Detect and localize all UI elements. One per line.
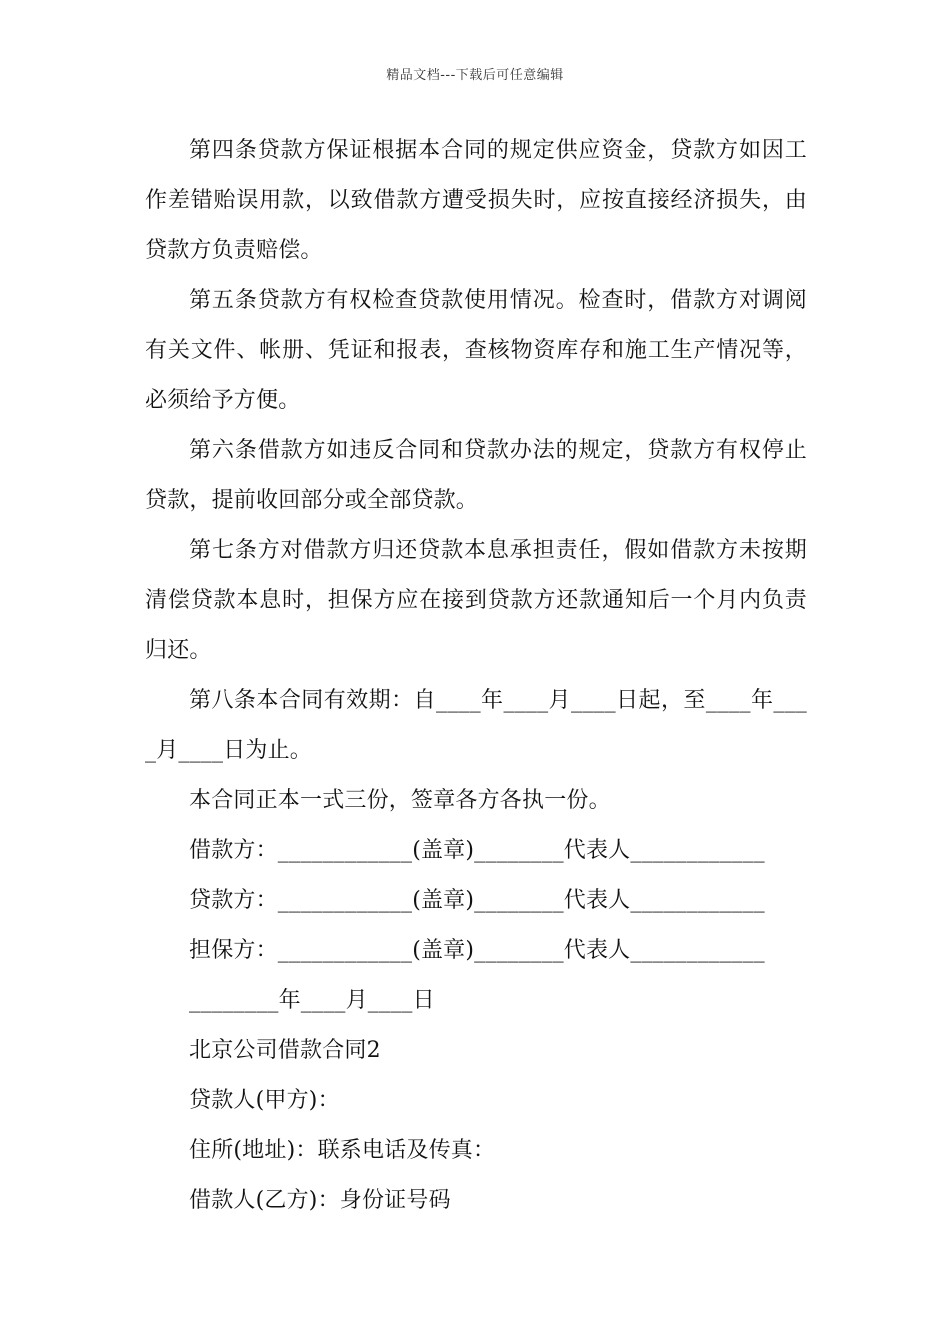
signature-guarantor: 担保方：____________(盖章)________代表人____________ xyxy=(189,938,765,963)
borrower-party-b: 借款人(乙方)：身份证号码 xyxy=(189,1188,451,1213)
clause-8: 第八条本合同有效期：自____年____月____日起，至____年____月____日为止。 xyxy=(145,688,807,763)
contract-2-title: 北京公司借款合同2 xyxy=(189,1038,381,1063)
address-contact: 住所(地址)：联系电话及传真： xyxy=(189,1138,496,1163)
document-body xyxy=(145,126,807,1226)
clause-6: 第六条借款方如违反合同和贷款办法的规定，贷款方有权停止贷款，提前收回部分或全部贷款。 xyxy=(145,438,807,513)
signature-lender: 贷款方：____________(盖章)________代表人____________ xyxy=(189,888,765,913)
page-header: 精品文档---下载后可任意编辑 xyxy=(386,68,564,83)
copies-note: 本合同正本一式三份，签章各方各执一份。 xyxy=(189,788,611,813)
lender-party-a: 贷款人(甲方)： xyxy=(189,1088,340,1113)
date-line: ________年____月____日 xyxy=(189,988,435,1013)
clause-4: 第四条贷款方保证根据本合同的规定供应资金，贷款方如因工作差错贻误用款，以致借款方遭受损失时，应按直接经济损失，由贷款方负责赔偿。 xyxy=(145,138,807,263)
clause-7: 第七条方对借款方归还贷款本息承担责任，假如借款方未按期清偿贷款本息时，担保方应在接到贷款方还款通知后一个月内负责归还。 xyxy=(145,538,807,663)
clause-5: 第五条贷款方有权检查贷款使用情况。检查时，借款方对调阅有关文件、帐册、凭证和报表，查核物资库存和施工生产情况等，必须给予方便。 xyxy=(145,288,807,413)
signature-borrower: 借款方：____________(盖章)________代表人____________ xyxy=(189,838,765,863)
